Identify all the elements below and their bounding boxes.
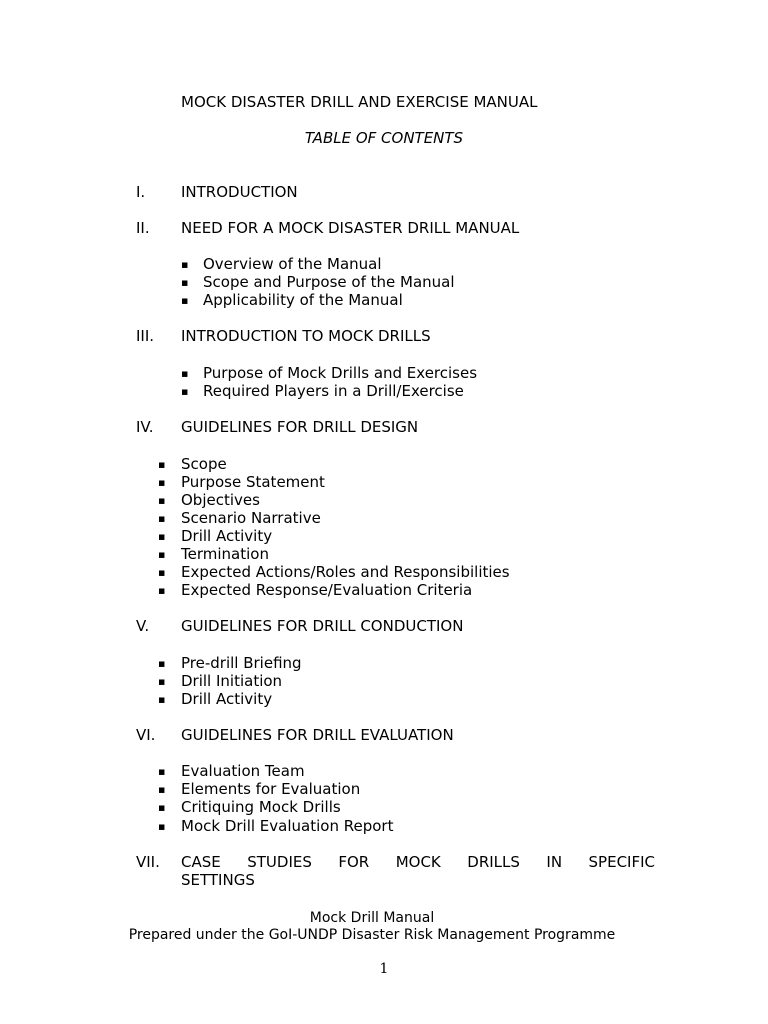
toc-heading: TABLE OF CONTENTS [304, 129, 464, 147]
list-item: Purpose Statement [181, 473, 325, 491]
bullet-icon: ▪ [158, 801, 166, 814]
list-item: Applicability of the Manual [203, 291, 403, 309]
section-title: INTRODUCTION TO MOCK DRILLS [181, 327, 431, 345]
section-title: INTRODUCTION [181, 183, 298, 201]
bullet-icon: ▪ [158, 765, 166, 778]
section-number: IV. [136, 418, 154, 436]
bullet-icon: ▪ [181, 367, 189, 380]
list-item: Scenario Narrative [181, 509, 321, 527]
list-item: Critiquing Mock Drills [181, 798, 341, 816]
bullet-icon: ▪ [158, 476, 166, 489]
bullet-icon: ▪ [158, 548, 166, 561]
bullet-icon: ▪ [181, 258, 189, 271]
bullet-icon: ▪ [158, 530, 166, 543]
bullet-icon: ▪ [181, 385, 189, 398]
section-title: GUIDELINES FOR DRILL DESIGN [181, 418, 419, 436]
document-title: MOCK DISASTER DRILL AND EXERCISE MANUAL [181, 93, 538, 111]
section-number: V. [136, 617, 150, 635]
section-title: NEED FOR A MOCK DISASTER DRILL MANUAL [181, 219, 520, 237]
list-item: Purpose of Mock Drills and Exercises [203, 364, 478, 382]
list-item: Drill Activity [181, 690, 273, 708]
list-item: Scope and Purpose of the Manual [203, 273, 455, 291]
list-item: Termination [181, 545, 269, 563]
bullet-icon: ▪ [158, 566, 166, 579]
bullet-icon: ▪ [158, 512, 166, 525]
list-item: Drill Initiation [181, 672, 283, 690]
section-number: III. [136, 327, 155, 345]
section-title-continued: SETTINGS [181, 871, 255, 889]
footer-subtitle: Prepared under the GoI-UNDP Disaster Risk Management Programme [128, 927, 616, 943]
bullet-icon: ▪ [158, 584, 166, 597]
list-item: Drill Activity [181, 527, 273, 545]
list-item: Overview of the Manual [203, 255, 382, 273]
list-item: Mock Drill Evaluation Report [181, 817, 394, 835]
list-item: Required Players in a Drill/Exercise [203, 382, 464, 400]
list-item: Evaluation Team [181, 762, 305, 780]
list-item: Expected Response/Evaluation Criteria [181, 581, 473, 599]
bullet-icon: ▪ [158, 675, 166, 688]
bullet-icon: ▪ [181, 294, 189, 307]
section-title: CASE STUDIES FOR MOCK DRILLS IN SPECIFIC [181, 853, 655, 871]
page-number: 1 [379, 961, 389, 977]
bullet-icon: ▪ [181, 276, 189, 289]
bullet-icon: ▪ [158, 494, 166, 507]
section-number: VII. [136, 853, 160, 871]
bullet-icon: ▪ [158, 820, 166, 833]
list-item: Objectives [181, 491, 260, 509]
section-number: I. [136, 183, 146, 201]
bullet-icon: ▪ [158, 458, 166, 471]
list-item: Expected Actions/Roles and Responsibilities [181, 563, 510, 581]
footer-title: Mock Drill Manual [309, 910, 435, 926]
section-number: VI. [136, 726, 156, 744]
list-item: Pre-drill Briefing [181, 654, 302, 672]
bullet-icon: ▪ [158, 783, 166, 796]
section-title: GUIDELINES FOR DRILL CONDUCTION [181, 617, 464, 635]
bullet-icon: ▪ [158, 693, 166, 706]
section-number: II. [136, 219, 150, 237]
list-item: Elements for Evaluation [181, 780, 361, 798]
list-item: Scope [181, 455, 227, 473]
section-title: GUIDELINES FOR DRILL EVALUATION [181, 726, 454, 744]
bullet-icon: ▪ [158, 657, 166, 670]
